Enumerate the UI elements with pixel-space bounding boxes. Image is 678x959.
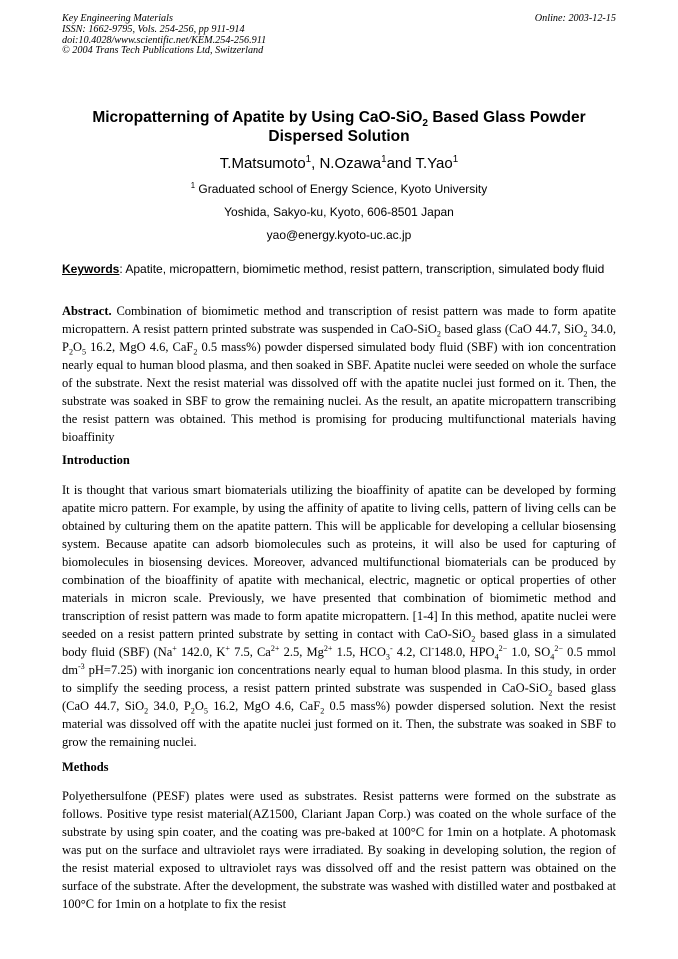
methods-paragraph: Polyethersulfone (PESF) plates were used as substrates. Resist patterns were formed on the substrate as follows. Positive type resist material(AZ1500, Clariant Japan Corp.) was coated on the whole surface of the substrate by using spin coater, and the coating was pre-baked at 100°C for 1min on a hotplate. A photomask was put on the surface and ultraviolet rays were irradiated. By soaking in developing solution, the region of the resist material exposed to ultraviolet rays was dissolved off and the resist pattern was obtained on the surface of the substrate. After the development, the substrate was washed with distilled water and postbaked at 100°C for 1min on a hotplate to fix the resist — [62, 789, 616, 911]
methods-heading: Methods — [62, 760, 109, 774]
superscript: 2+ — [270, 643, 280, 653]
title-text: Micropatterning of Apatite by Using CaO-SiO — [92, 109, 423, 126]
subscript: 2 — [320, 706, 325, 716]
intro-text: 1.0, SO — [507, 645, 551, 659]
affiliation-mark: 1 — [190, 181, 196, 190]
contact-email: yao@energy.kyoto-uc.ac.jp — [266, 228, 412, 242]
superscript: 2+ — [323, 643, 333, 653]
subscript: 4 — [550, 652, 555, 662]
superscript: - — [431, 643, 435, 653]
keywords-colon: : — [119, 262, 123, 276]
intro-text: 2.5, Mg — [279, 645, 324, 659]
subscript: 2 — [583, 329, 588, 339]
subscript: 2 — [436, 329, 441, 339]
intro-text: 1.5, HCO — [332, 645, 386, 659]
author-name: and T.Yao — [386, 155, 453, 172]
doi-line: doi:10.4028/www.scientific.net/KEM.254-256.911 — [62, 34, 267, 46]
abstract-paragraph — [62, 302, 616, 446]
abstract-text: based glass (CaO 44.7, SiO — [440, 322, 584, 336]
keywords-label: Keywords — [62, 262, 120, 276]
abstract-text: Combination of biomimetic method and transcription of resist pattern was made to form apatite micropattern. A resist pattern printed substrate was suspended in CaO-SiO — [62, 304, 616, 336]
title-text-continued: Based Glass Powder Dispersed Solution — [268, 109, 586, 145]
author-name: T.Matsumoto — [219, 155, 306, 172]
affiliation-line — [62, 182, 616, 196]
author-name: , N.Ozawa — [311, 155, 382, 172]
intro-text: 7.5, Ca — [229, 645, 271, 659]
author-list — [62, 155, 616, 173]
intro-text: 16.2, MgO 4.6, CaF — [207, 699, 321, 713]
intro-text: 0.5 mass%) powder dispersed solution. Next the resist material was dissolved off with the apatite nuclei just formed on it. Then, the substrate was soaked in SBF to grow the remaining nuclei. — [62, 699, 617, 749]
abstract-text: 34.0, P — [62, 322, 616, 354]
intro-text: 34.0, P — [148, 699, 191, 713]
superscript: 2− — [554, 643, 563, 653]
paper-title — [62, 108, 616, 146]
abstract-label: Abstract. — [62, 304, 112, 318]
journal-name: Key Engineering Materials — [62, 13, 173, 24]
author-affil-mark: 1 — [381, 154, 387, 165]
intro-text: O — [194, 699, 204, 713]
copyright-line: © 2004 Trans Tech Publications Ltd, Switzerland — [62, 45, 264, 57]
title-subscript: 2 — [422, 118, 429, 130]
subscript: 5 — [203, 706, 208, 716]
intro-text: 142.0, K — [176, 645, 226, 659]
superscript: -3 — [77, 661, 85, 671]
subscript: 2 — [193, 347, 198, 357]
subscript: 3 — [385, 652, 390, 662]
affiliation-text: Graduated school of Energy Science, Kyoto University — [195, 182, 488, 196]
keywords-block — [62, 262, 616, 277]
superscript: 2− — [498, 643, 508, 653]
author-affil-mark: 1 — [305, 154, 312, 165]
intro-text: 148.0, HPO — [434, 645, 495, 659]
subscript: 5 — [82, 347, 87, 357]
subscript: 4 — [494, 652, 499, 662]
intro-text: based glass (CaO 44.7, SiO — [62, 681, 616, 713]
intro-text: 0.5 mmol dm — [62, 645, 616, 677]
superscript: - — [389, 643, 393, 653]
introduction-paragraph — [62, 481, 616, 751]
affiliation-address: Yoshida, Sakyo-ku, Kyoto, 606-8501 Japan — [224, 205, 454, 219]
intro-text: pH=7.25) with inorganic ion concentrations nearly equal to human blood plasma. In this study, in order to simplify the seeding process, a resist pattern printed substrate was suspended in CaO-SiO — [62, 663, 616, 695]
issn-line: ISSN: 1662-9795, Vols. 254-256, pp 911-914 — [62, 23, 245, 35]
subscript: 2 — [144, 706, 149, 716]
intro-text: based glass in a simulated body fluid (SBF) (Na — [62, 627, 616, 659]
introduction-heading: Introduction — [62, 453, 130, 467]
intro-text: 4.2, Cl — [392, 645, 432, 659]
abstract-text: O — [73, 340, 83, 354]
journal-header — [62, 14, 616, 57]
subscript: 2 — [471, 634, 476, 644]
keywords-text: Apatite, micropattern, biomimetic method, resist pattern, transcription, simulated body fluid — [122, 262, 605, 276]
subscript: 2 — [190, 706, 195, 716]
abstract-text: 0.5 mass%) powder dispersed simulated body fluid (SBF) with ion concentration nearly equal to human blood plasma, and then soaked in SBF. Apatite nuclei were seeded on whole the surface of the substrate. Next the resist material was dissolved off with the apatite nuclei just formed on it. Then, the substrate was soaked in SBF to grow the remaining nuclei. As the result, an apatite micropattern transcribing the resist pattern was obtained. This method is promising for producing multifunctional materials having bioaffinity — [62, 340, 616, 444]
author-affil-mark: 1 — [452, 154, 459, 165]
subscript: 2 — [548, 688, 553, 698]
online-date: Online: 2003-12-15 — [534, 13, 616, 24]
intro-text: It is thought that various smart biomaterials utilizing the bioaffinity of apatite can be developed by forming apatite micro pattern. For example, by using the affinity of apatite to living cells, pattern of living cells can be obtained by culturing them on the apatite pattern. This will be applicable for developing a cellular biosensing system. Because apatite can adsorb biomolecules such as proteins, it will also be used for capturing of biomolecules in biosensing devices. Moreover, advanced multifunctional biomaterials can be produced by combination of the bioaffinity of apatite with mechanical, electric, magnetic or optical properties of other materials in micron scale. Previously, we have presented that combination of biomimetic method and transcription of resist pattern was made to form apatite micropattern. [1-4] In this method, apatite nuclei were seeded on a resist pattern printed substrate by setting in contact with CaO-SiO — [62, 483, 616, 641]
abstract-text: 16.2, MgO 4.6, CaF — [86, 340, 194, 354]
subscript: 2 — [68, 347, 74, 357]
superscript: + — [172, 643, 177, 653]
superscript: + — [225, 643, 230, 653]
